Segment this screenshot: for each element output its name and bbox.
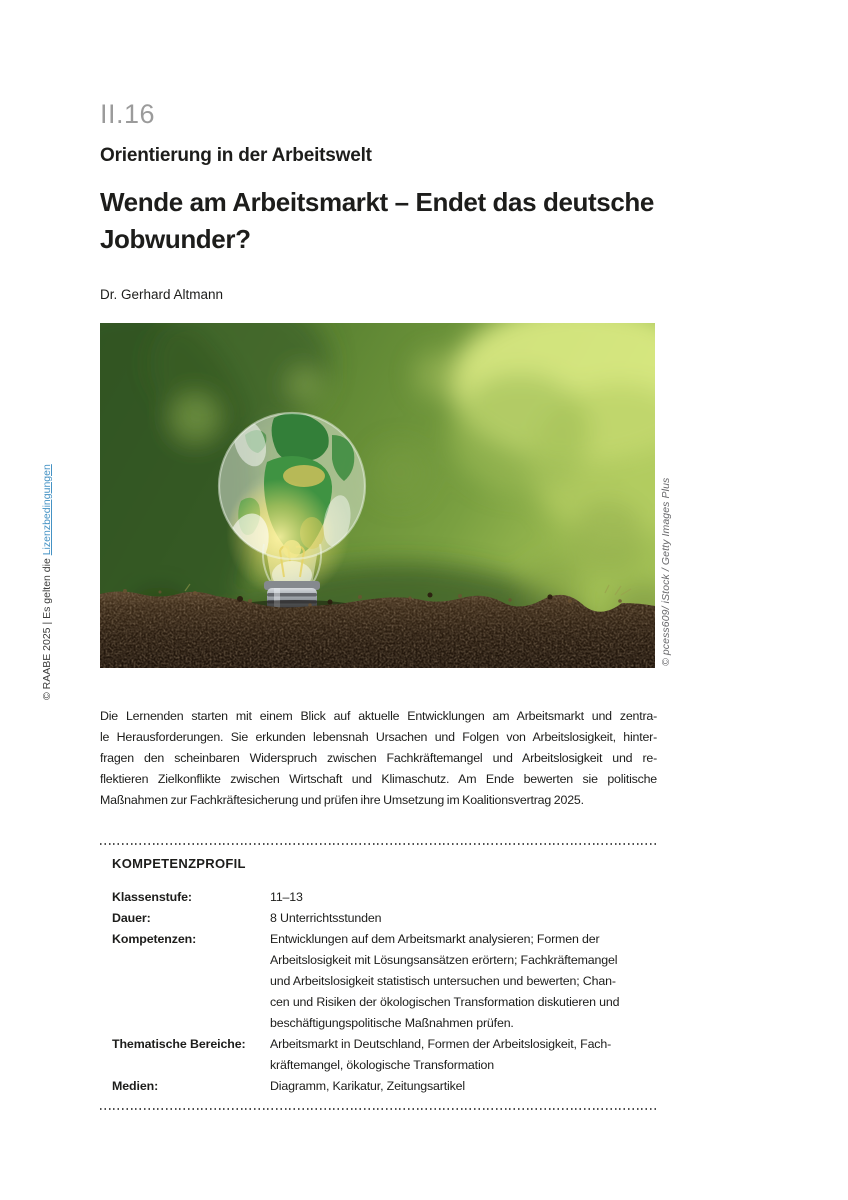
- row-value: Entwicklungen auf dem Arbeitsmarkt analysieren; Formen der Arbeitslosigkeit mit Lösungsansätzen erörtern; Fachkräftemangel und Arbeitslosigkeit statistisch untersuchen und bewerten; Chan- cen und Risiken der ökologischen Transformation diskutieren und beschäftigungspolitische Maßnahmen prüfen.: [270, 932, 620, 1030]
- image-credit: © pcess609/ iStock / Getty Images Plus: [660, 477, 672, 666]
- license-text: © RAABE 2025 | Es gelten die: [41, 555, 53, 700]
- row-value: Arbeitsmarkt in Deutschland, Formen der Arbeitslosigkeit, Fach- kräftemangel, ökologische Transformation: [270, 1037, 612, 1072]
- unit-code: II.16: [100, 99, 156, 129]
- row-label: Klassenstufe:: [112, 890, 192, 904]
- row-label: Thematische Bereiche:: [112, 1037, 246, 1051]
- row-value: 11–13: [270, 890, 303, 904]
- license-note: [41, 464, 53, 700]
- intro-paragraph: Die Lernenden starten mit einem Blick auf aktuelle Entwicklungen am Arbeitsmarkt und zentra- le Herausforderungen. Sie erkunden lebensnah Ursachen und Folgen von Arbeitslosigkeit, hinter- fragen den scheinbaren Widerspruch zwischen Fachkräftemangel und Arbeitslosigkeit und re- flektieren Zielkonflikte zwischen Wirtschaft und Klimaschutz. Am Ende bewerten sie politische Maßnahmen zur Fachkräftesicherung und prüfen ihre Umsetzung im Koalitionsvertrag 2025.: [100, 709, 657, 807]
- kompetenzprofil-heading: KOMPETENZPROFIL: [112, 856, 246, 871]
- row-value: Diagramm, Karikatur, Zeitungsartikel: [270, 1079, 465, 1093]
- profile-row-medien: [112, 1076, 657, 1097]
- profile-row-dauer: [112, 908, 657, 929]
- lightbulb-globe-photo: [100, 323, 655, 668]
- page-title: Wende am Arbeitsmarkt – Endet das deutsche Jobwunder?: [100, 187, 654, 254]
- kompetenzprofil-box: [100, 843, 657, 1110]
- license-link[interactable]: Lizenzbedingungen: [41, 464, 53, 556]
- row-label: Dauer:: [112, 911, 151, 925]
- row-value: 8 Unterrichtsstunden: [270, 911, 382, 925]
- profile-row-thematische-bereiche: [112, 1034, 657, 1076]
- row-label: Kompetenzen:: [112, 932, 197, 946]
- profile-row-kompetenzen: [112, 929, 657, 1034]
- row-label: Medien:: [112, 1079, 159, 1093]
- profile-row-klassenstufe: [112, 887, 657, 908]
- series-title: Orientierung in der Arbeitswelt: [100, 145, 372, 166]
- author-name: Dr. Gerhard Altmann: [100, 287, 224, 302]
